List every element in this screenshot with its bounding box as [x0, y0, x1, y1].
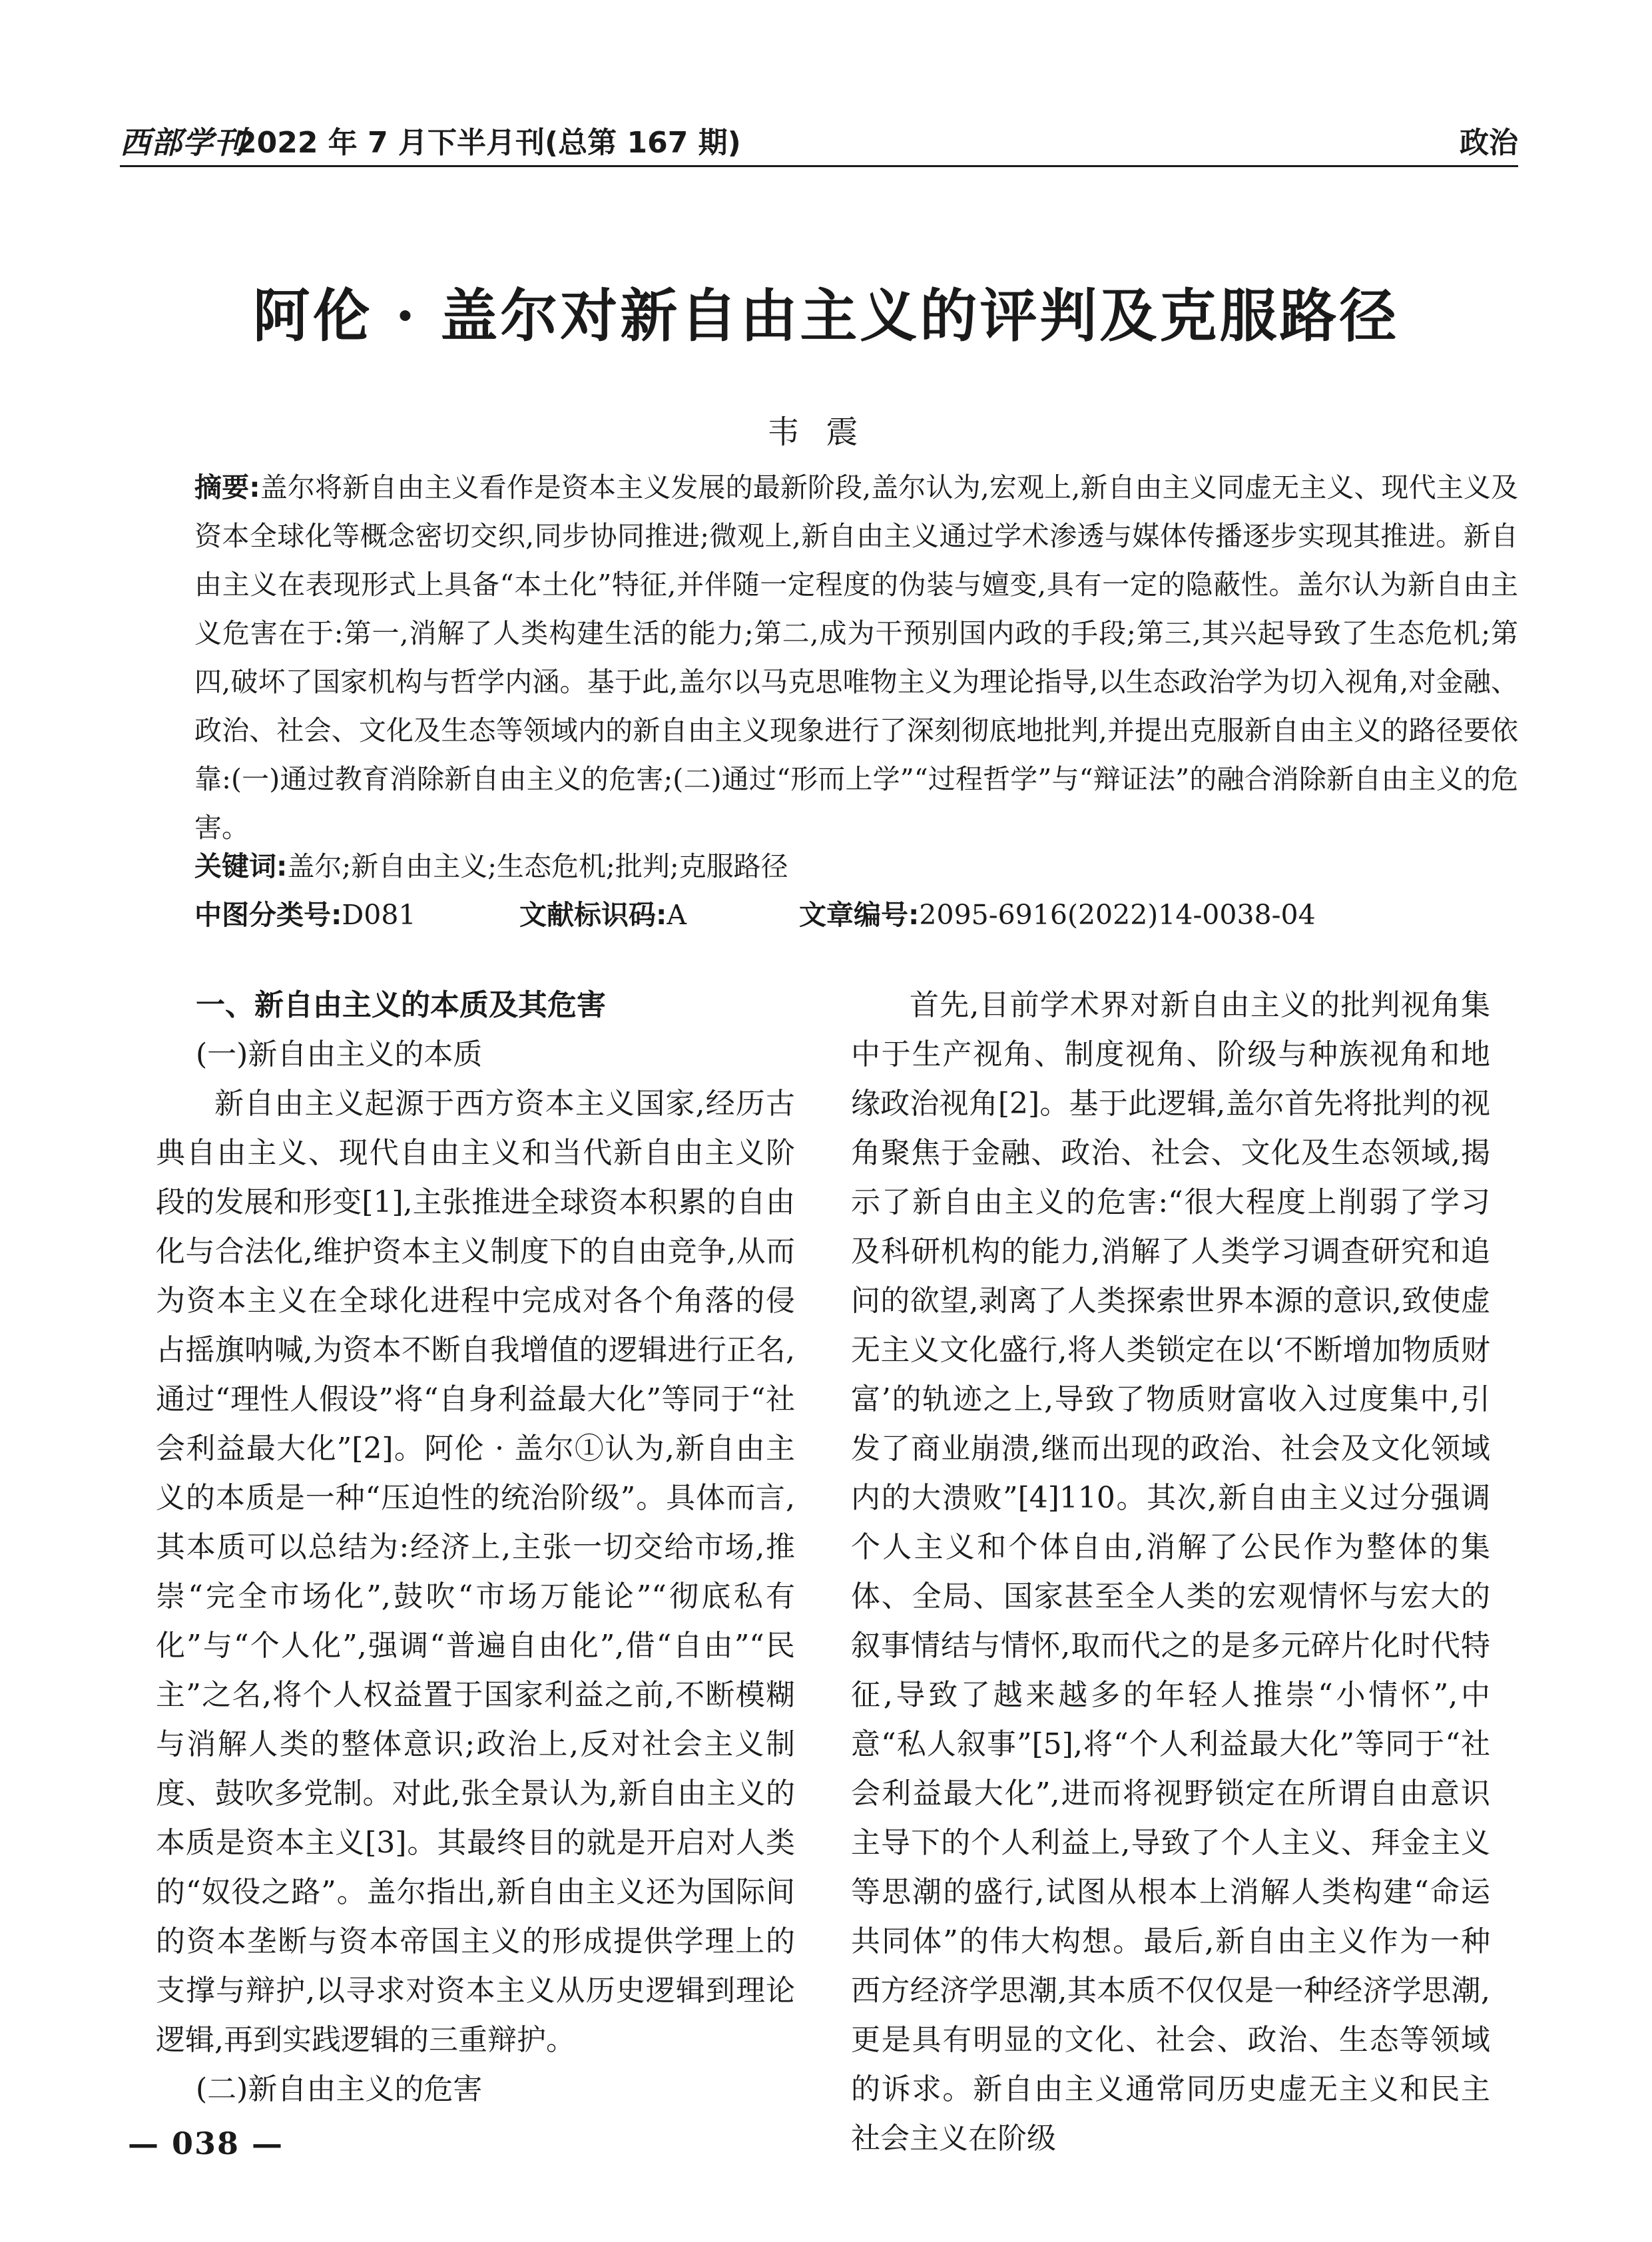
article-author: 韦震 [767, 414, 885, 451]
keywords-line [194, 844, 788, 884]
paragraph: 首先,目前学术界对新自由主义的批判视角集中于生产视角、制度视角、阶级与种族视角和地缘政治视角[2]。基于此逻辑,盖尔首先将批判的视角聚焦于金融、政治、社会、文化及生态领域,揭示了新自由主义的危害:“很大程度上削弱了学习及科研机构的能力,消解了人类学习调查研究和追问的欲望,剥离了人类探索世界本源的意识,致使虚无主义文化盛行,将人类锁定在以‘不断增加物质财富’的轨迹之上,导致了物质财富收入过度集中,引发了商业崩溃,继而出现的政治、社会及文化领域内的大溃败”[4]110。其次,新自由主义过分强调个人主义和个体自由,消解了公民作为整体的集体、全局、国家甚至全人类的宏观情怀与宏大的叙事情结与情怀,取而代之的是多元碎片化时代特征,导致了越来越多的年轻人推崇“小情怀”,中意“私人叙事”[5],将“个人利益最大化”等同于“社会利益最大化”,进而将视野锁定在所谓自由意识主导下的个人利益上,导致了个人主义、拜金主义等思潮的盛行,试图从根本上消解人类构建“命运共同体”的伟大构想。最后,新自由主义作为一种西方经济学思潮,其本质不仅仅是一种经济学思潮,更是具有明显的文化、社会、政治、生态等领域的诉求。新自由主义通常同历史虚无主义和民主社会主义在阶级 [851, 988, 1491, 2155]
left-column [156, 981, 795, 2114]
keywords-label: 关键词: [194, 850, 288, 882]
journal-issue: 2022 年 7 月下半月刊(总第 167 期) [236, 126, 741, 160]
abstract [194, 463, 1518, 852]
clc-field [194, 893, 416, 932]
clc-value: D081 [342, 899, 416, 931]
subsection-heading-2: (二)新自由主义的危害 [196, 2072, 483, 2106]
doc-code-label: 文献标识码: [519, 899, 667, 931]
article-no-label: 文章编号: [799, 899, 920, 931]
header-rule [120, 165, 1518, 167]
abstract-text: 盖尔将新自由主义看作是资本主义发展的最新阶段,盖尔认为,宏观上,新自由主义同虚无主义、现代主义及资本全球化等概念密切交织,同步协同推进;微观上,新自由主义通过学术渗透与媒体传播逐步实现其推进。新自由主义在表现形式上具备“本土化”特征,并伴随一定程度的伪装与嬗变,具有一定的隐蔽性。盖尔认为新自由主义危害在于:第一,消解了人类构建生活的能力;第二,成为干预别国内政的手段;第三,其兴起导致了生态危机;第四,破坏了国家机构与哲学内涵。基于此,盖尔以马克思唯物主义为理论指导,以生态政治学为切入视角,对金融、政治、社会、文化及生态等领域内的新自由主义现象进行了深刻彻底地批判,并提出克服新自由主义的路径要依靠:(一)通过教育消除新自由主义的危害;(二)通过“形而上学”“过程哲学”与“辩证法”的融合消除新自由主义的危害。 [194, 471, 1518, 844]
header-bar [120, 115, 1518, 161]
right-column [851, 981, 1490, 2163]
section-heading: 一、新自由主义的本质及其危害 [196, 988, 606, 1022]
page-number: — 038 — [128, 2125, 284, 2161]
doc-code-value: A [667, 899, 687, 931]
article-no-value: 2095-6916(2022)14-0038-04 [919, 899, 1316, 931]
doc-code-field [519, 893, 687, 932]
abstract-label: 摘要: [194, 471, 260, 503]
article-title: 阿伦 · 盖尔对新自由主义的评判及克服路径 [252, 282, 1400, 350]
keywords-text: 盖尔;新自由主义;生态危机;批判;克服路径 [287, 850, 788, 882]
paragraph: 新自由主义起源于西方资本主义国家,经历古典自由主义、现代自由主义和当代新自由主义阶段的发展和形变[1],主张推进全球资本积累的自由化与合法化,维护资本主义制度下的自由竞争,从而为资本主义在全球化进程中完成对各个角落的侵占摇旗呐喊,为资本不断自我增值的逻辑进行正名,通过“理性人假设”将“自身利益最大化”等同于“社会利益最大化”[2]。阿伦 · 盖尔①认为,新自由主义的本质是一种“压迫性的统治阶级”。具体而言,其本质可以总结为:经济上,主张一切交给市场,推崇“完全市场化”,鼓吹“市场万能论”“彻底私有化”与“个人化”,强调“普遍自由化”,借“自由”“民主”之名,将个人权益置于国家利益之前,不断模糊与消解人类的整体意识;政治上,反对社会主义制度、鼓吹多党制。对此,张全景认为,新自由主义的本质是资本主义[3]。其最终目的就是开启对人类的“奴役之路”。盖尔指出,新自由主义还为国际间的资本垄断与资本帝国主义的形成提供学理上的支撑与辩护,以寻求对资本主义从历史逻辑到理论逻辑,再到实践逻辑的三重辩护。 [156, 1087, 796, 2057]
section-label: 政治 [1460, 126, 1518, 160]
journal-logo: 西部学刊 [120, 125, 245, 160]
clc-label: 中图分类号: [194, 899, 342, 931]
article-no-field [799, 893, 1316, 932]
subsection-heading-1: (一)新自由主义的本质 [196, 1037, 483, 1071]
